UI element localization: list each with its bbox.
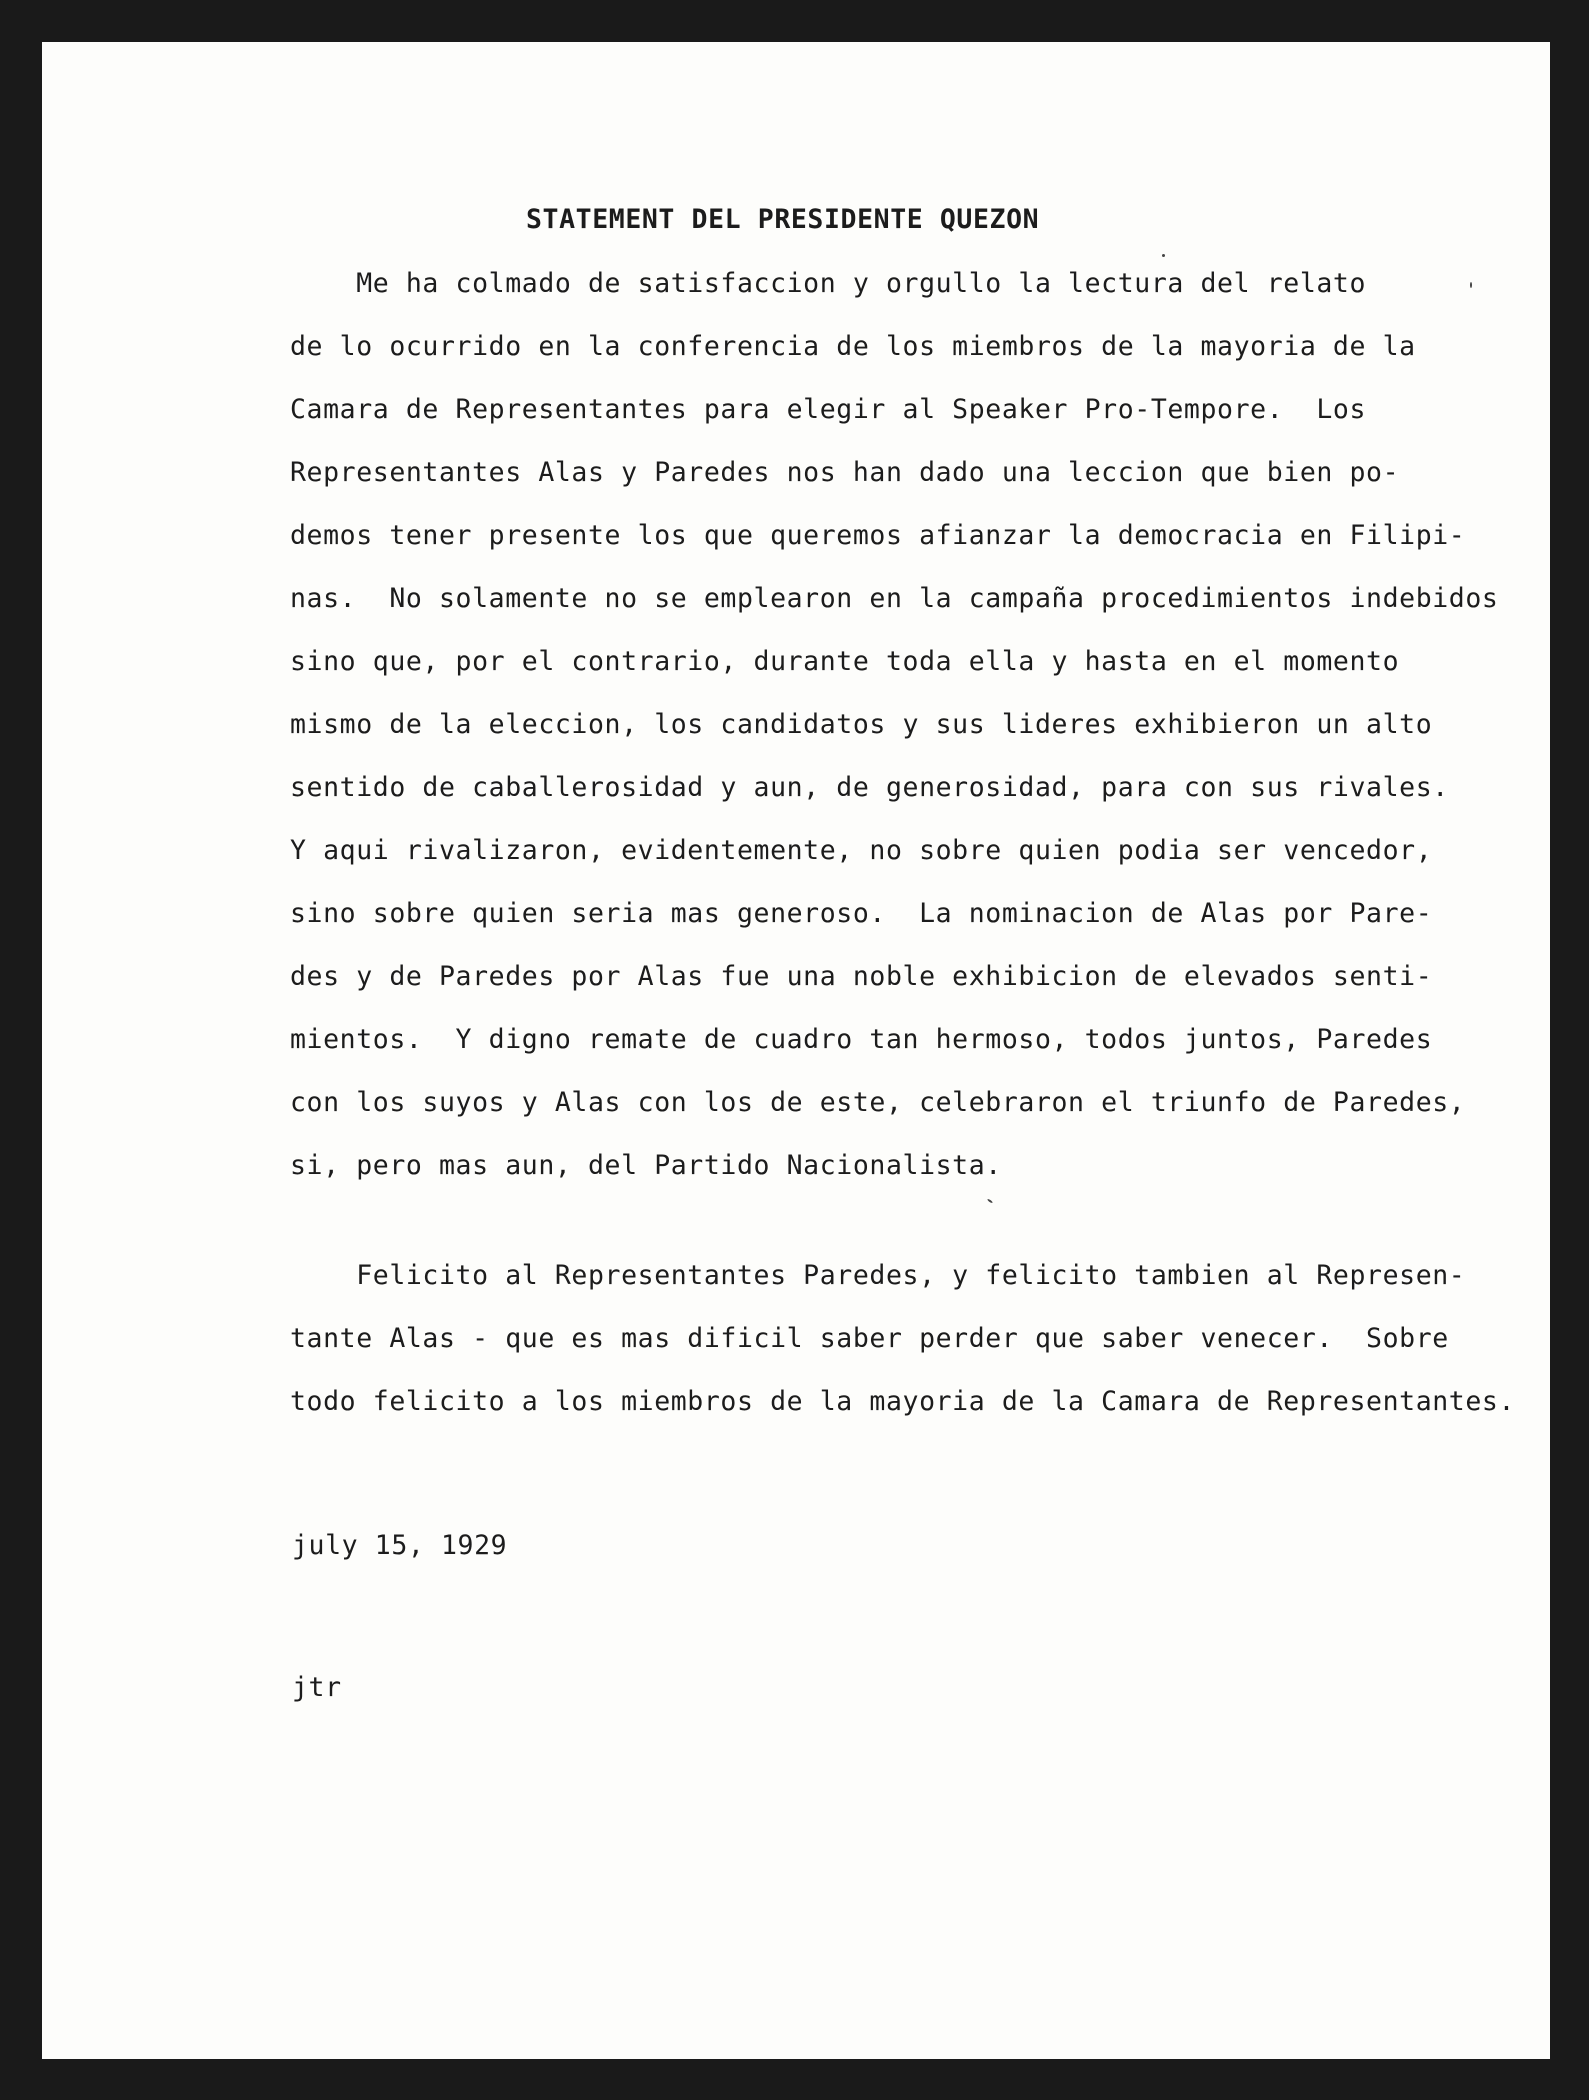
text-line: Representantes Alas y Paredes nos han dado una leccion que bien po- [290, 457, 1400, 488]
typist-initials: jtr [292, 1672, 342, 1703]
text-line: sentido de caballerosidad y aun, de generosidad, para con sus rivales. [290, 772, 1449, 803]
text-line: mientos. Y digno remate de cuadro tan hermoso, todos juntos, Paredes [290, 1024, 1433, 1055]
text-line: Camara de Representantes para elegir al Speaker Pro-Tempore. Los [290, 394, 1367, 425]
text-line: tante Alas - que es mas dificil saber perder que saber venecer. Sobre [290, 1323, 1449, 1354]
text-line: demos tener presente los que queremos afianzar la democracia en Filipi- [290, 520, 1466, 551]
paper-speck [1470, 282, 1472, 288]
text-line: Me ha colmado de satisfaccion y orgullo la lectura del relato [290, 268, 1367, 299]
paper-speck [1162, 254, 1165, 257]
text-line: Felicito al Representantes Paredes, y felicito tambien al Represen- [290, 1260, 1466, 1291]
text-line: Y aqui rivalizaron, evidentemente, no sobre quien podia ser vencedor, [290, 835, 1433, 866]
text-line: si, pero mas aun, del Partido Nacionalista. [290, 1150, 1002, 1181]
text-line: des y de Paredes por Alas fue una noble exhibicion de elevados senti- [290, 961, 1433, 992]
text-line: nas. No solamente no se emplearon en la campaña procedimientos indebidos [290, 583, 1499, 614]
document-date: july 15, 1929 [292, 1530, 508, 1561]
document-page [42, 42, 1550, 2059]
text-line: sino que, por el contrario, durante toda ella y hasta en el momento [290, 646, 1400, 677]
text-line: sino sobre quien seria mas generoso. La nominacion de Alas por Pare- [290, 898, 1433, 929]
paper-speck [987, 1198, 993, 1203]
text-line: todo felicito a los miembros de la mayoria de la Camara de Representantes. [290, 1386, 1516, 1417]
document-title: STATEMENT DEL PRESIDENTE QUEZON [526, 204, 1040, 235]
text-line: con los suyos y Alas con los de este, celebraron el triunfo de Paredes, [290, 1087, 1466, 1118]
text-line: mismo de la eleccion, los candidatos y sus lideres exhibieron un alto [290, 709, 1433, 740]
text-line: de lo ocurrido en la conferencia de los miembros de la mayoria de la [290, 331, 1416, 362]
